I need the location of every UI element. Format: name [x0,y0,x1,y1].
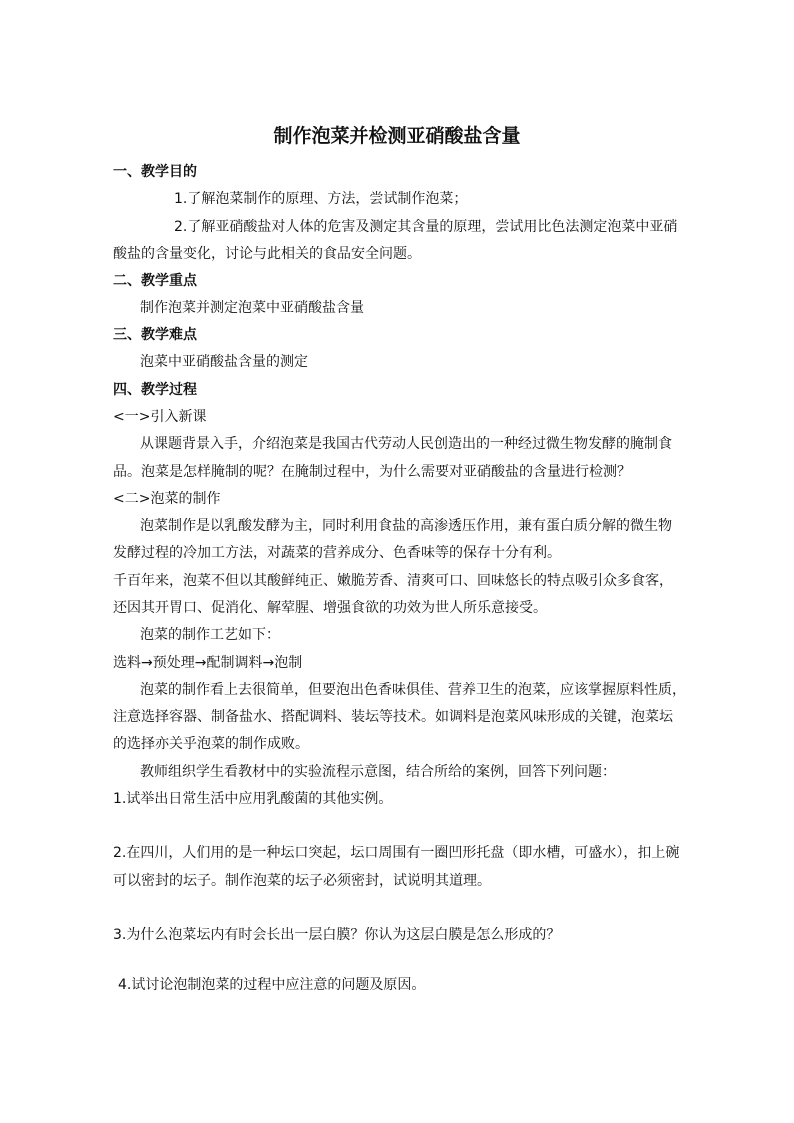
process-flow: 选料→预处理→配制调料→泡制 [113,655,303,671]
question-3: 3.为什么泡菜坛内有时会长出一层白膜？你认为这层白膜是怎么形成的？ [113,927,561,943]
key-point-text: 制作泡菜并测定泡菜中亚硝酸盐含量 [140,300,364,316]
section-heading-difficulty: 三、教学难点 [113,327,197,343]
paragraph-line: 还因其开胃口、促消化、解荤腥、增强食欲的功效为世人所乐意接受。 [113,600,547,616]
section-heading-key: 二、教学重点 [113,273,197,289]
goal-item-1: 1.了解泡菜制作的原理、方法，尝试制作泡菜； [174,191,468,207]
goal-item-2-line-2: 酸盐的含量变化，讨论与此相关的食品安全问题。 [113,246,421,262]
paragraph-line: 品。泡菜是怎样腌制的呢？在腌制过程中，为什么需要对亚硝酸盐的含量进行检测？ [113,464,631,480]
paragraph-line: 泡菜的制作看上去很简单，但要泡出色香味俱佳、营养卫生的泡菜，应该掌握原料性质， [140,682,686,698]
question-1: 1.试举出日常生活中应用乳酸菌的其他实例。 [113,791,393,807]
section-heading-goals: 一、教学目的 [113,164,197,180]
subheading-making: <二>泡菜的制作 [113,491,221,507]
difficulty-text: 泡菜中亚硝酸盐含量的测定 [140,354,308,370]
goal-item-2-line-1: 2.了解亚硝酸盐对人体的危害及测定其含量的原理，尝试用比色法测定泡菜中亚硝 [174,219,678,235]
paragraph-line: 教师组织学生看教材中的实验流程示意图，结合所给的案例，回答下列问题： [140,764,616,780]
question-2-line-2: 可以密封的坛子。制作泡菜的坛子必须密封，试说明其道理。 [113,873,491,889]
question-4: 4.试讨论泡制泡菜的过程中应注意的问题及原因。 [118,977,426,993]
question-2-line-1: 2.在四川，人们用的是一种坛口突起，坛口周围有一圈凹形托盘（即水槽，可盛水），扣上碗 [113,845,680,861]
paragraph-line: 千百年来，泡菜不但以其酸鲜纯正、嫩脆芳香、清爽可口、回味悠长的特点吸引众多食客， [113,573,673,589]
paragraph-line: 注意选择容器、制备盐水、搭配调料、装坛等技术。如调料是泡菜风味形成的关键，泡菜坛 [113,709,673,725]
page-title: 制作泡菜并检测亚硝酸盐含量 [273,125,521,147]
subheading-intro: <一>引入新课 [113,409,207,425]
paragraph-line: 的选择亦关乎泡菜的制作成败。 [113,736,309,752]
paragraph-line: 发酵过程的冷加工方法，对蔬菜的营养成分、色香味等的保存十分有利。 [113,545,561,561]
section-heading-process: 四、教学过程 [113,382,197,398]
paragraph-line: 泡菜制作是以乳酸发酵为主，同时利用食盐的高渗透压作用，兼有蛋白质分解的微生物 [140,518,672,534]
paragraph-line: 从课题背景入手，介绍泡菜是我国古代劳动人民创造出的一种经过微生物发酵的腌制食 [140,436,672,452]
process-intro: 泡菜的制作工艺如下： [140,627,280,643]
